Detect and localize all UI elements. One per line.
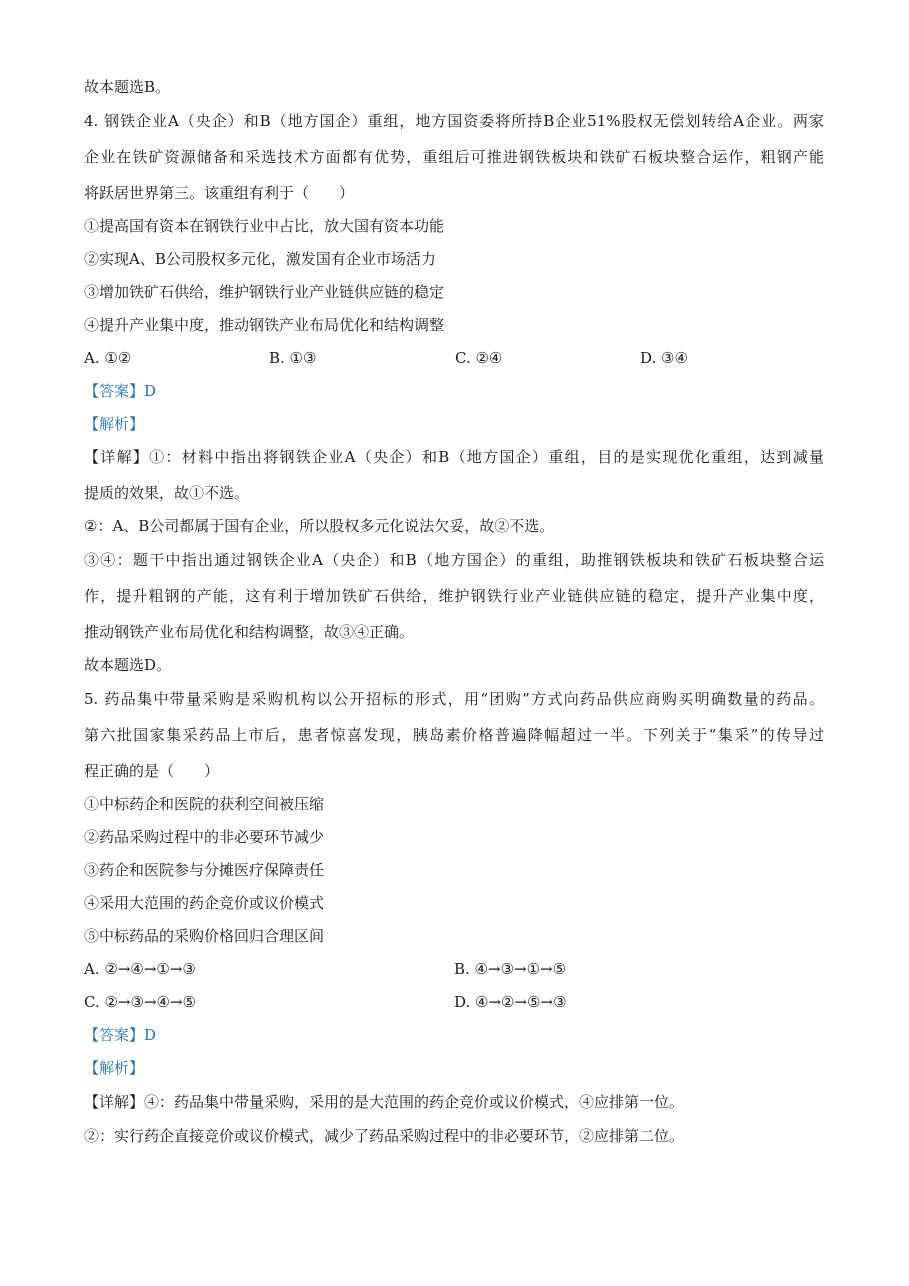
q4-stem-line: 4. 钢铁企业A（央企）和B（地方国企）重组，地方国资委将所持B企业51%股权无偿划转给A企业。两家: [84, 112, 824, 130]
q5-item: ①中标药企和医院的获利空间被压缩: [84, 795, 325, 813]
q4-stem-line: 将跃居世界第三。该重组有利于（ ）: [84, 184, 355, 202]
q4-analysis-line: 作，提升粗钢的产能，这有利于增加铁矿石供给，维护钢铁行业产业链供应链的稳定，提升产业集中度，: [84, 587, 824, 605]
q5-stem-line: 5. 药品集中带量采购是采购机构以公开招标的形式，用“团购”方式向药品供应商购买明确数量的药品。: [84, 690, 824, 708]
q5-item: ③药企和医院参与分摊医疗保障责任: [84, 861, 325, 879]
q4-analysis-line: ③④：题干中指出通过钢铁企业A（央企）和B（地方国企）的重组，助推钢铁板块和铁矿石板块整合运: [84, 551, 824, 569]
q5-answer: 【答案】D: [84, 1026, 157, 1044]
q4-item: ②实现A、B公司股权多元化，激发国有企业市场活力: [84, 250, 436, 268]
q4-item: ③增加铁矿石供给，维护钢铁行业产业链供应链的稳定: [84, 283, 445, 301]
q4-option-a: A. ①②: [84, 349, 132, 367]
q4-analysis-line: 提质的效果，故①不选。: [84, 484, 250, 502]
q4-analysis-line: 推动钢铁产业布局优化和结构调整，故③④正确。: [84, 623, 415, 641]
q4-option-c: C. ②④: [455, 349, 503, 367]
q5-option-a: A. ②→④→①→③: [84, 960, 196, 978]
q4-item: ④提升产业集中度，推动钢铁产业布局优化和结构调整: [84, 316, 445, 334]
q4-analysis-label: 【解析】: [84, 415, 145, 433]
q4-analysis-line: ②：A、B公司都属于国有企业，所以股权多元化说法欠妥，故②不选。: [84, 517, 555, 535]
q5-option-c: C. ②→③→④→⑤: [84, 993, 196, 1011]
q5-stem-line: 第六批国家集采药品上市后，患者惊喜发现，胰岛素价格普遍降幅超过一半。下列关于“集采”的传导过: [84, 726, 824, 744]
q5-option-b: B. ④→③→①→⑤: [454, 960, 567, 978]
prev-conclusion: 故本题选B。: [84, 78, 171, 96]
q4-option-d: D. ③④: [640, 349, 688, 367]
q5-item: ④采用大范围的药企竞价或议价模式: [84, 894, 325, 912]
q4-stem-line: 企业在铁矿资源储备和采选技术方面都有优势，重组后可推进钢铁板块和铁矿石板块整合运作，粗钢产能: [84, 148, 824, 166]
q4-answer: 【答案】D: [84, 382, 157, 400]
q4-conclusion: 故本题选D。: [84, 656, 172, 674]
q5-item: ②药品采购过程中的非必要环节减少: [84, 828, 325, 846]
q5-stem-line: 程正确的是（ ）: [84, 762, 220, 780]
q4-option-b: B. ①③: [269, 349, 317, 367]
q5-analysis-label: 【解析】: [84, 1059, 145, 1077]
q5-analysis-line: ②：实行药企直接竞价或议价模式，减少了药品采购过程中的非必要环节，②应排第二位。: [84, 1127, 685, 1145]
q4-analysis-line: 【详解】①：材料中指出将钢铁企业A（央企）和B（地方国企）重组，目的是实现优化重组，达到减量: [84, 448, 824, 466]
q5-item: ⑤中标药品的采购价格回归合理区间: [84, 927, 325, 945]
q5-option-d: D. ④→②→⑤→③: [454, 993, 567, 1011]
q5-analysis-line: 【详解】④：药品集中带量采购，采用的是大范围的药企竞价或议价模式，④应排第一位。: [84, 1093, 685, 1111]
q4-item: ①提高国有资本在钢铁行业中占比，放大国有资本功能: [84, 217, 445, 235]
